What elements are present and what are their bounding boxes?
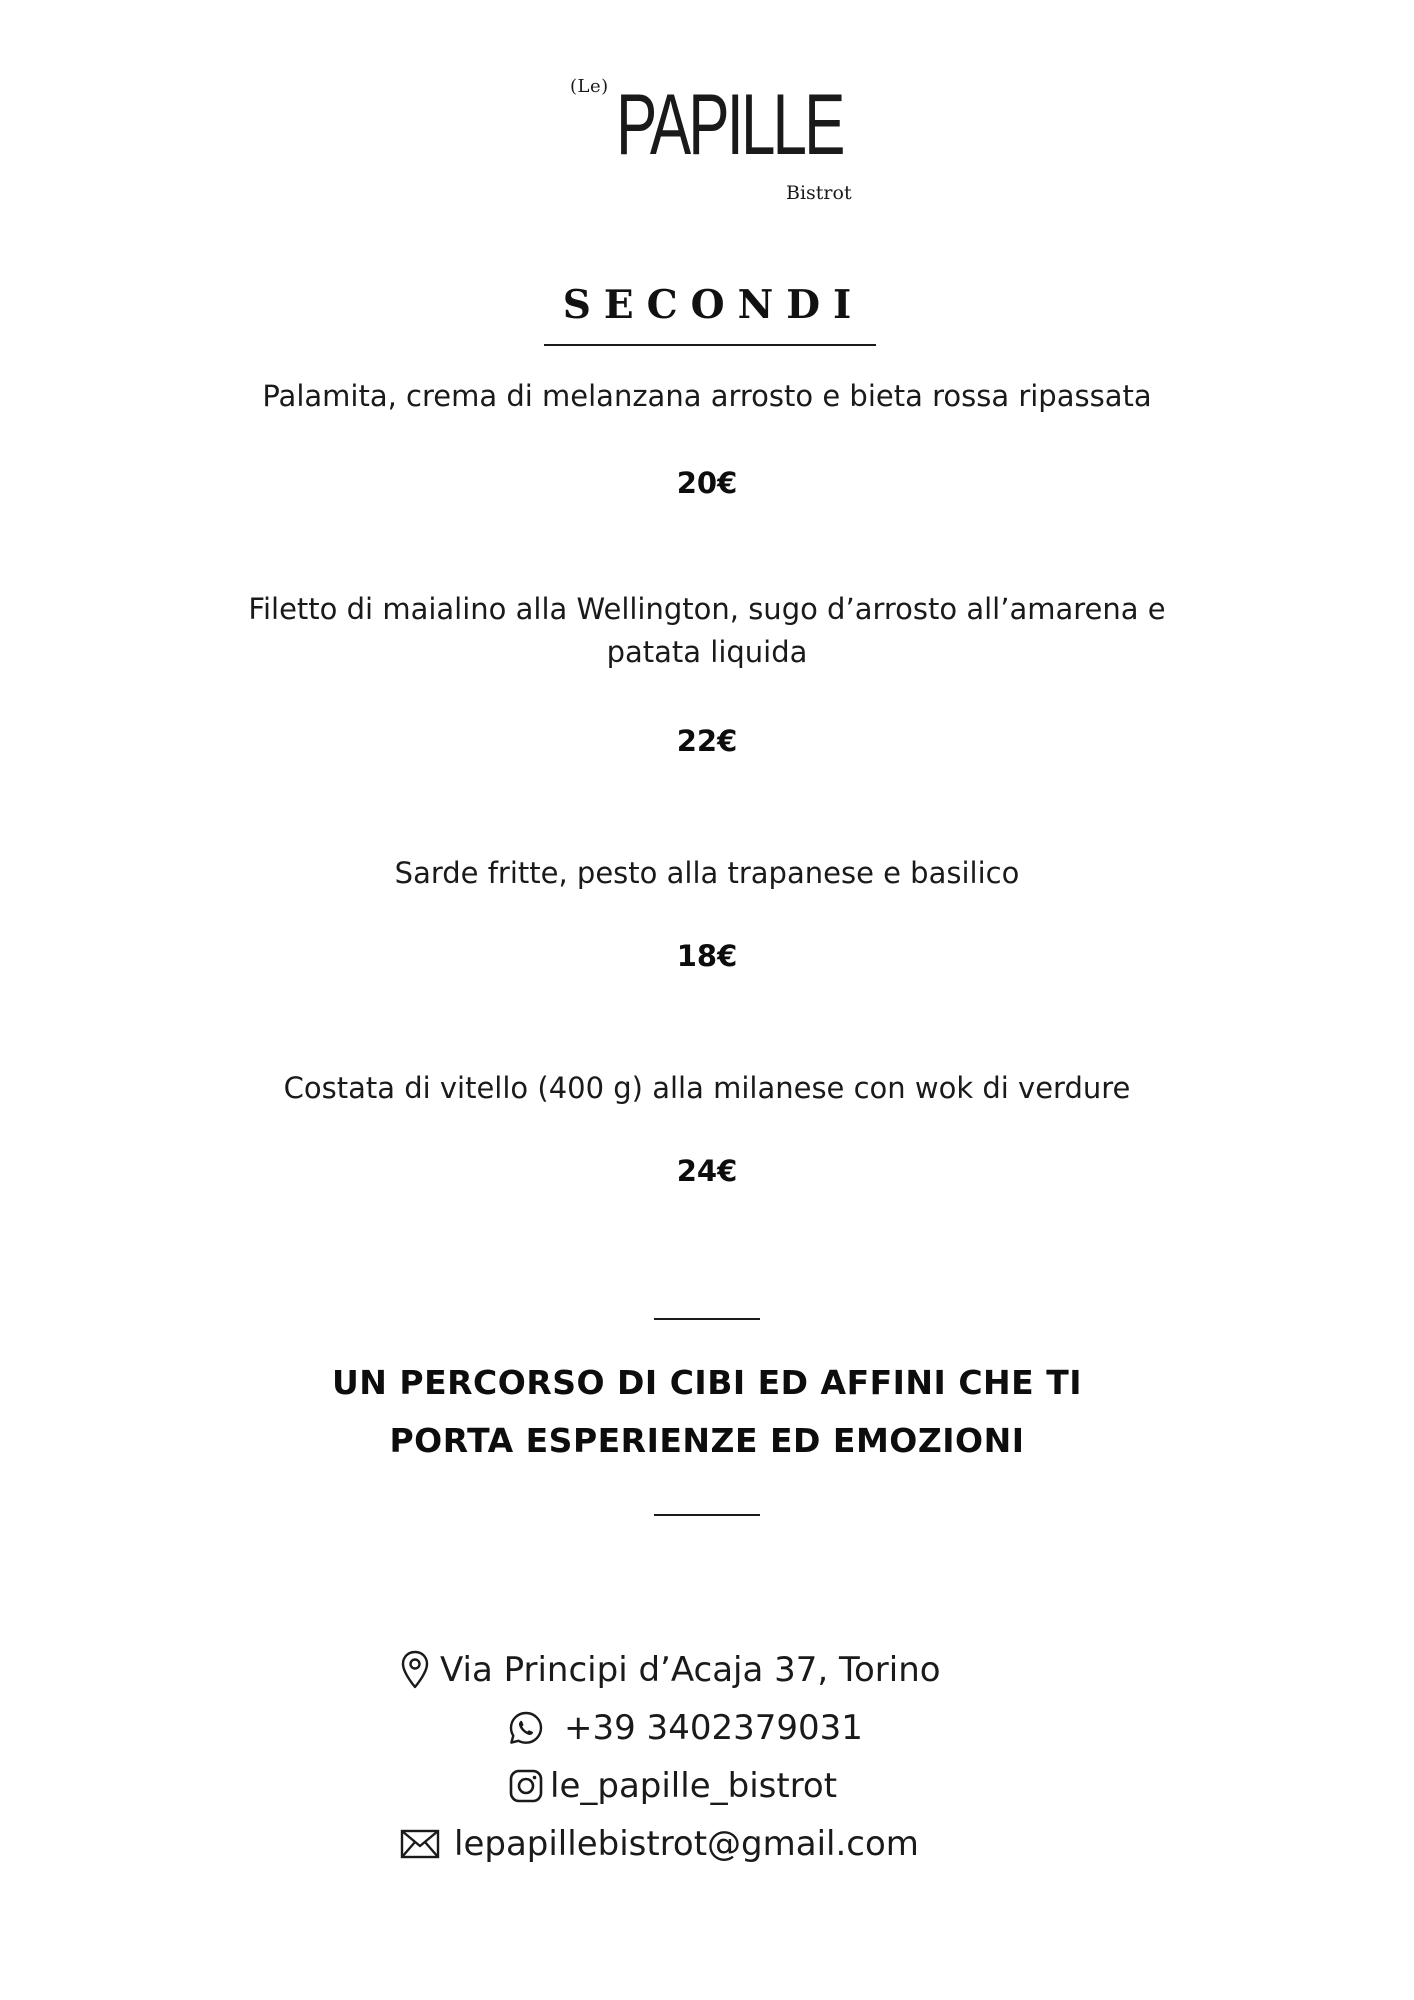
location-pin-icon xyxy=(400,1650,430,1690)
logo-suffix: Bistrot xyxy=(786,182,852,204)
phone-text: +39 3402379031 xyxy=(564,1708,863,1748)
dish-price: 18€ xyxy=(676,939,738,973)
restaurant-logo xyxy=(570,72,870,212)
email-text: lepapillebistrot@gmail.com xyxy=(454,1824,919,1864)
instagram-icon xyxy=(508,1768,544,1804)
dish-price: 22€ xyxy=(676,724,738,758)
divider-bottom xyxy=(654,1514,760,1516)
dish-name: Costata di vitello (400 g) alla milanese con wok di verdure xyxy=(283,1071,1131,1105)
instagram-text: le_papille_bistrot xyxy=(550,1766,838,1806)
envelope-icon xyxy=(400,1829,440,1859)
dish-price: 24€ xyxy=(676,1154,738,1188)
dish-price: 20€ xyxy=(676,466,738,500)
contact-email xyxy=(400,1820,919,1868)
contact-phone xyxy=(508,1704,863,1752)
tagline-line: UN PERCORSO DI CIBI ED AFFINI CHE TI xyxy=(332,1363,1082,1402)
tagline xyxy=(260,1354,1154,1470)
address-text: Via Principi d’Acaja 37, Torino xyxy=(440,1650,941,1690)
contact-instagram xyxy=(508,1762,837,1810)
section-title: SECONDI xyxy=(562,282,865,328)
dish-name: Sarde fritte, pesto alla trapanese e basilico xyxy=(394,856,1020,890)
whatsapp-icon xyxy=(508,1710,544,1746)
tagline-line: PORTA ESPERIENZE ED EMOZIONI xyxy=(389,1421,1025,1460)
dish-name: Filetto di maialino alla Wellington, sugo d’arrosto all’amarena e patata liquida xyxy=(248,592,1166,669)
divider-top xyxy=(654,1318,760,1320)
dish-name: Palamita, crema di melanzana arrosto e bieta rossa ripassata xyxy=(262,379,1152,413)
logo-name: PAPILLE xyxy=(616,77,843,173)
contact-address xyxy=(400,1646,941,1694)
section-title-underline xyxy=(544,344,876,346)
logo-prefix: (Le) xyxy=(570,76,609,97)
